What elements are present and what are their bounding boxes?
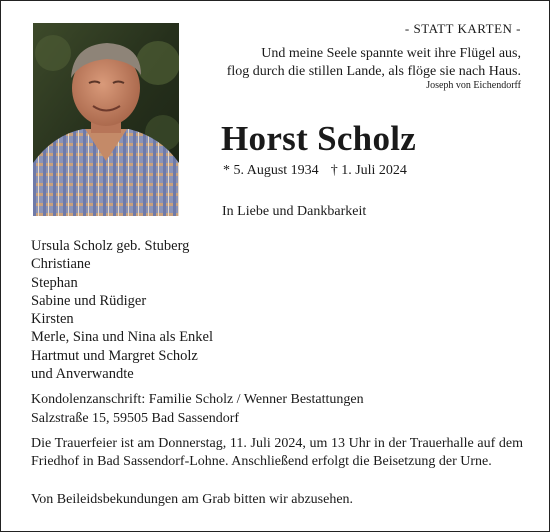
death-date: † 1. Juli 2024 [330, 163, 407, 178]
dedication-line: In Liebe und Dankbarkeit [222, 204, 367, 219]
mourner-entry: Sabine und Rüdiger [31, 292, 147, 309]
condolence-line: Kondolenzanschrift: Familie Scholz / Wenner Bestattungen [31, 392, 364, 407]
poem-quote [227, 45, 521, 81]
mourner-entry: und Anverwandte [31, 366, 134, 383]
poem-author: Joseph von Eichendorff [426, 80, 521, 91]
mourner-entry: Stephan [31, 274, 78, 291]
portrait-photo [33, 23, 179, 216]
condolence-line: Salzstraße 15, 59505 Bad Sassendorf [31, 411, 240, 426]
poem-line: Und meine Seele spannte weit ihre Flügel aus, [261, 46, 521, 61]
statt-karten-header: - STATT KARTEN - [404, 21, 521, 36]
mourner-entry: Hartmut und Margret Scholz [31, 347, 198, 364]
birth-date: * 5. August 1934 [223, 163, 319, 178]
mourner-entry: Merle, Sina und Nina als Enkel [31, 329, 214, 346]
mourner-entry: Ursula Scholz geb. Stuberg [31, 238, 190, 254]
mourners-list [31, 237, 213, 383]
mourner-entry: Christiane [31, 256, 91, 273]
life-dates [223, 163, 407, 179]
deceased-name: Horst Scholz [221, 119, 417, 158]
mourner-entry: Kirsten [31, 311, 74, 328]
condolence-address [31, 390, 364, 428]
closing-request: Von Beileidsbekundungen am Grab bitten wir abzusehen. [31, 492, 354, 507]
funeral-details: Die Trauerfeier ist am Donnerstag, 11. Juli 2024, um 13 Uhr in der Trauerhalle auf dem Friedhof in Bad Sassendorf-Lohne. Anschließend erfolgt die Beisetzung der Urne. [31, 436, 523, 469]
poem-line: flog durch die stillen Lande, als flöge sie nach Haus. [226, 64, 521, 79]
